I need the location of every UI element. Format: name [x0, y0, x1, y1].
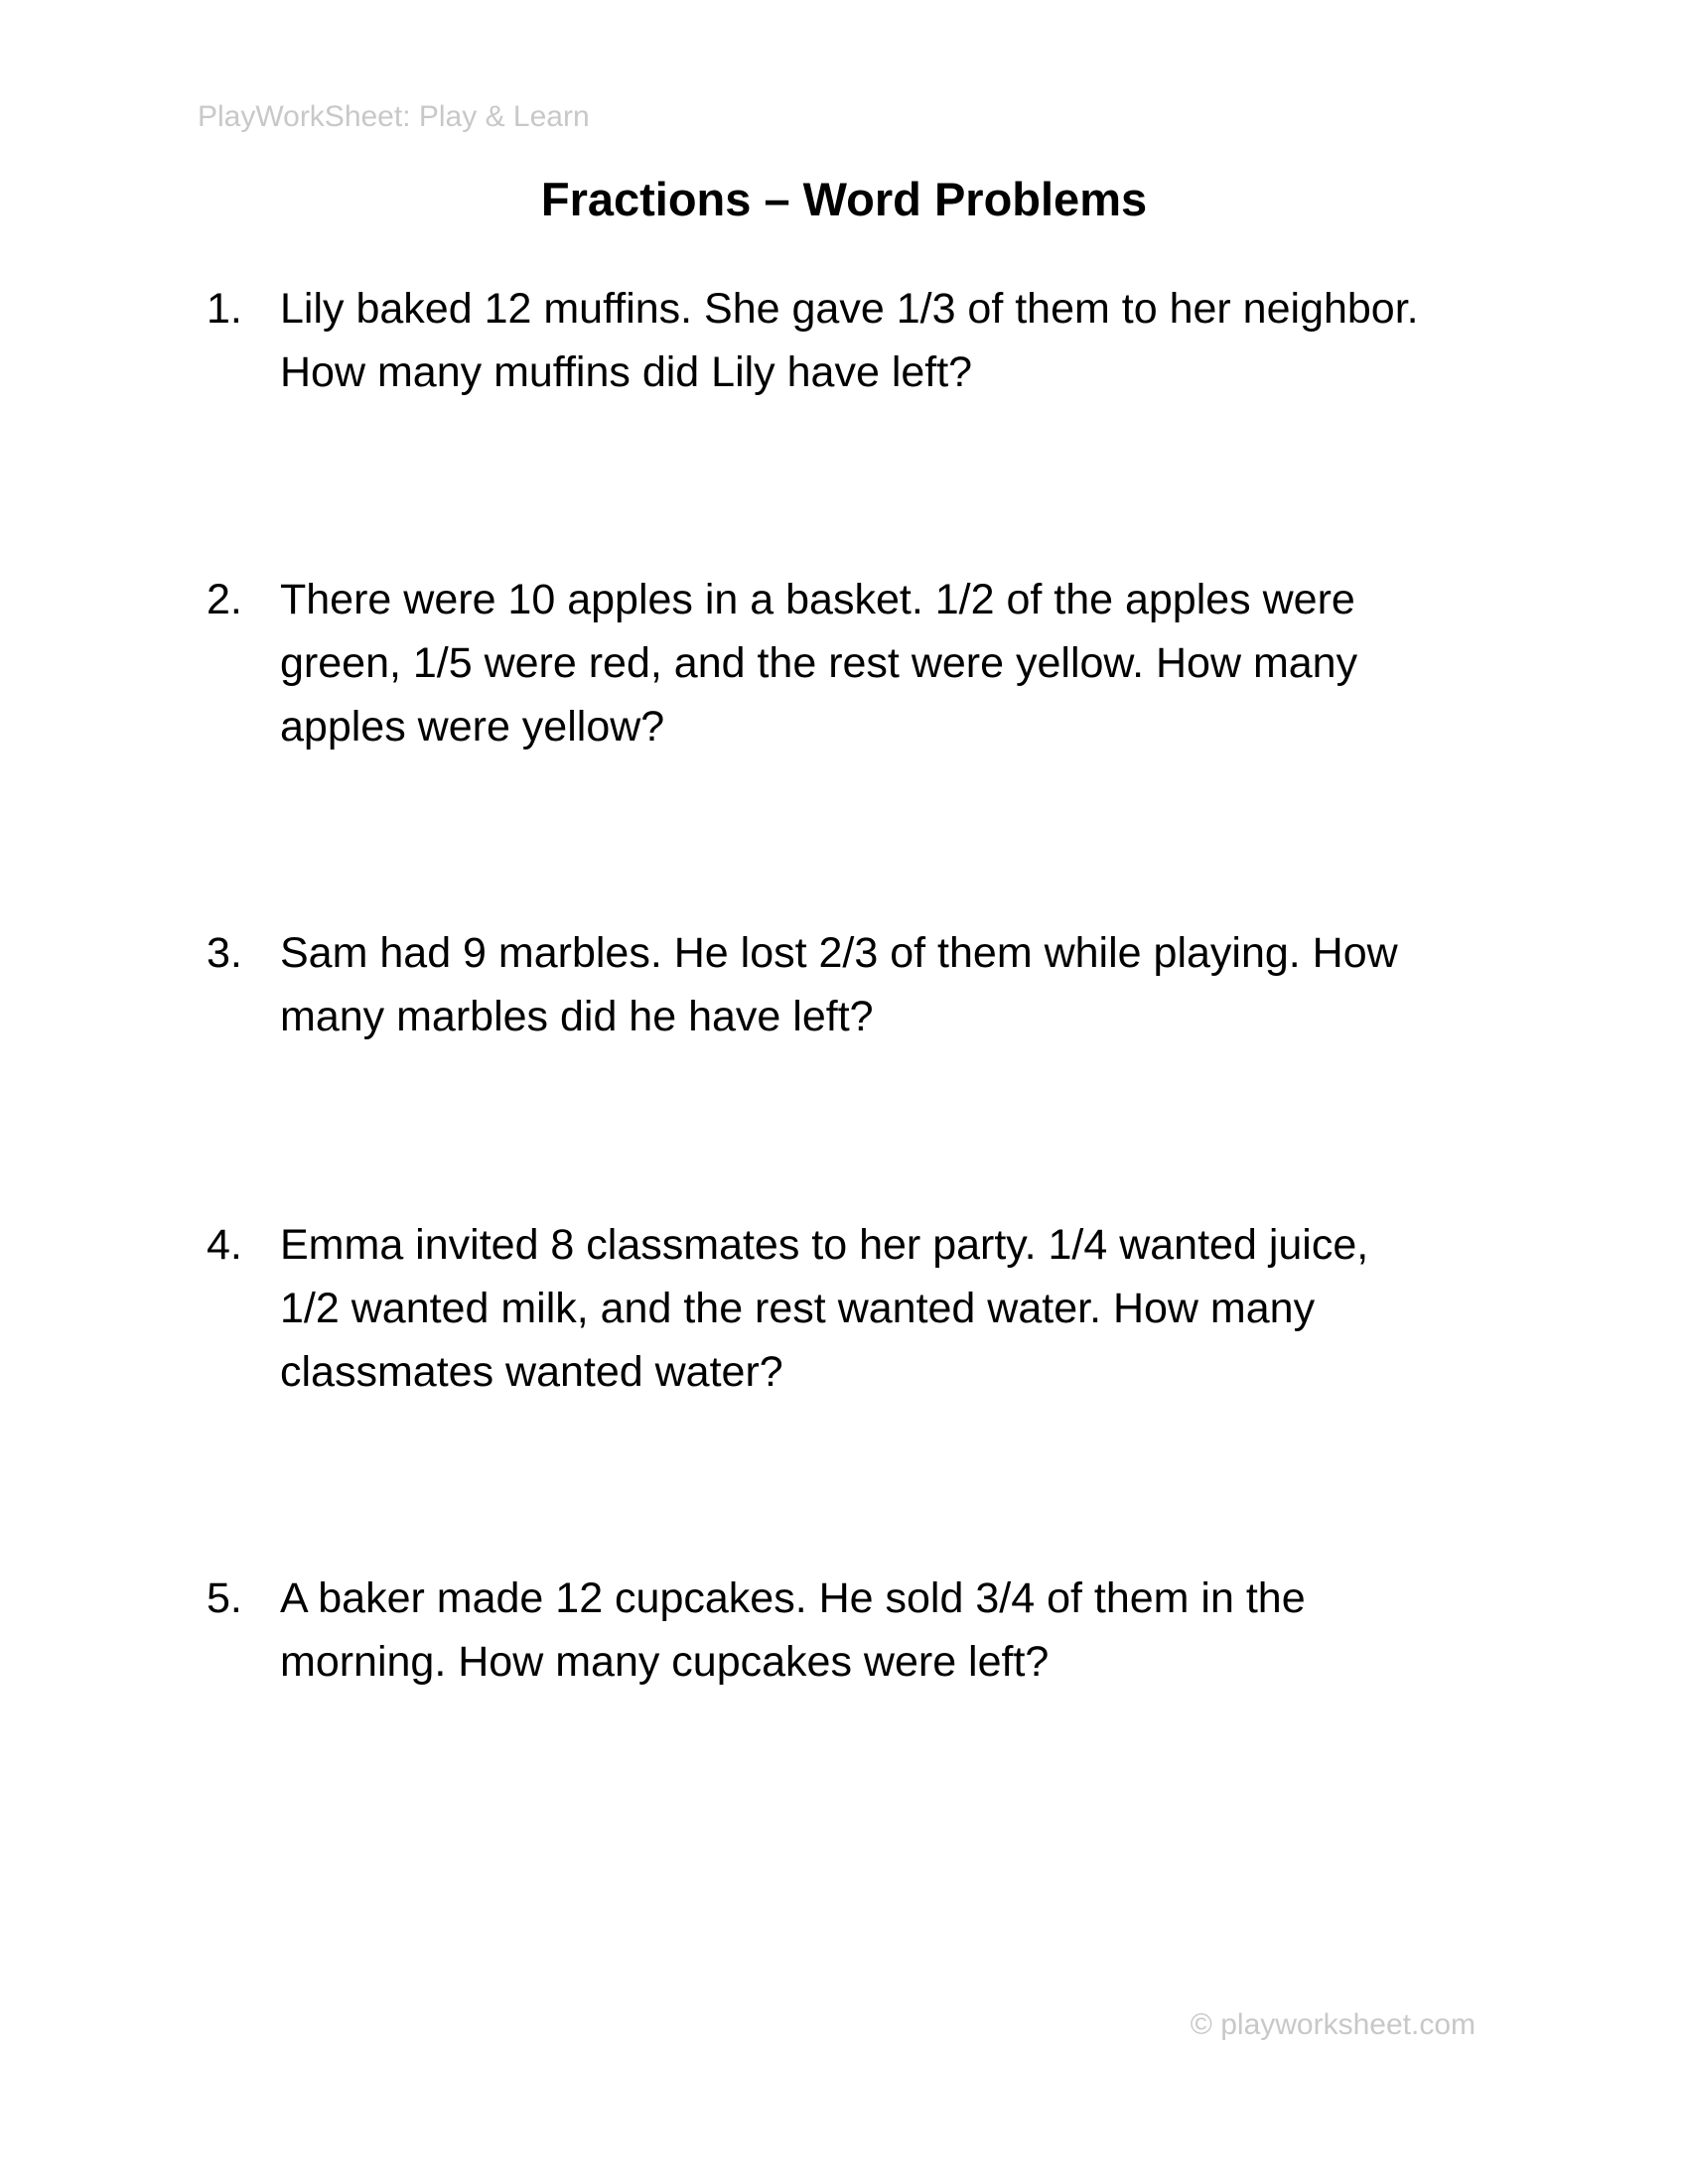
problem-number: 2. — [207, 576, 242, 623]
problem-line: Sam had 9 marbles. He lost 2/3 of them while playing. How — [280, 929, 1398, 977]
problem-line: many marbles did he have left? — [280, 993, 874, 1040]
problem-line: There were 10 apples in a basket. 1/2 of the apples were — [280, 576, 1355, 623]
problem-number: 1. — [207, 285, 242, 333]
problem-line: classmates wanted water? — [280, 1348, 783, 1396]
problem-line: morning. How many cupcakes were left? — [280, 1638, 1050, 1686]
site-header: PlayWorkSheet: Play & Learn — [198, 100, 590, 133]
problem-line: 1/2 wanted milk, and the rest wanted water. How many — [280, 1285, 1316, 1332]
problem-line: green, 1/5 were red, and the rest were yellow. How many — [280, 639, 1358, 687]
problem-text — [280, 277, 1419, 404]
problem-line: A baker made 12 cupcakes. He sold 3/4 of them in the — [280, 1574, 1306, 1622]
problem-number: 4. — [207, 1221, 242, 1269]
problem-line: apples were yellow? — [280, 703, 665, 751]
page-title: Fractions – Word Problems — [540, 173, 1148, 225]
problem-text — [280, 1567, 1306, 1694]
problem-line: How many muffins did Lily have left? — [280, 348, 973, 396]
problem-line: Lily baked 12 muffins. She gave 1/3 of them to her neighbor. — [280, 285, 1419, 333]
problem-line: Emma invited 8 classmates to her party. 1/4 wanted juice, — [280, 1221, 1369, 1269]
problem-text — [280, 1213, 1368, 1404]
problem-text — [280, 568, 1357, 758]
problem-text — [280, 921, 1398, 1048]
problem-number: 3. — [207, 929, 242, 977]
copyright-footer: © playworksheet.com — [1190, 2008, 1476, 2041]
problem-number: 5. — [207, 1574, 242, 1622]
